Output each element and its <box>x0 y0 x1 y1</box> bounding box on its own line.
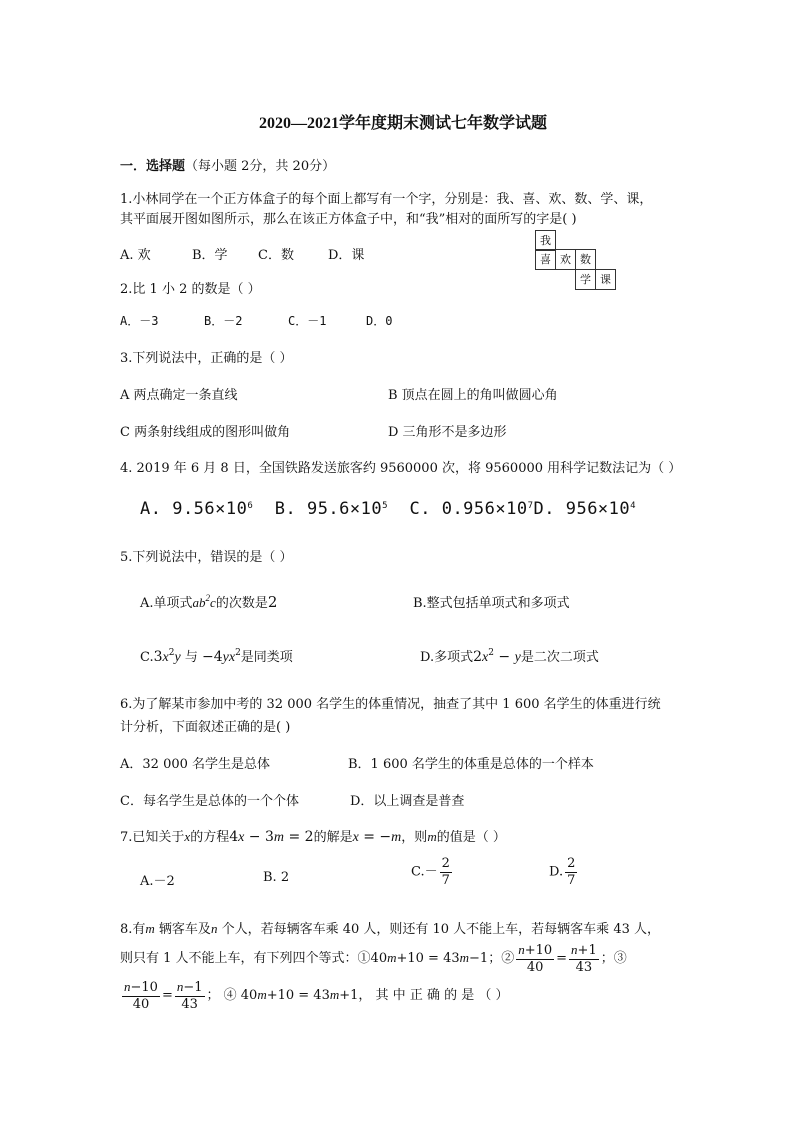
q5-stem: 5.下列说法中，错误的是（ ） <box>120 550 293 565</box>
section-heading <box>120 155 335 174</box>
q8-line1: 8.有m 辆客车及n 个人，若每辆客车乘 40 人，则还有 10 人不能上车，若每辆客车乘 43 人， <box>120 921 660 937</box>
q7-text: 7.已知关于 <box>120 830 185 845</box>
net-cell: 欢 <box>555 249 576 270</box>
q5-option-d-prefix: D.多项式 <box>420 650 474 665</box>
q2-stem: 2.比 1 小 2 的数是（ ） <box>120 282 261 297</box>
q5-option-d-suffix: 是二次二项式 <box>520 650 599 665</box>
q7-text: ，则 <box>401 830 428 845</box>
q5-option-c: $C.3x^2y$ 与 $-4yx^2$是同类项 <box>140 648 293 665</box>
q8-text: 个人，若每辆客车乘 40 人，则还有 10 人不能上车，若每辆客车乘 43 人， <box>217 922 660 937</box>
net-cell: 我 <box>535 230 556 251</box>
q2-option-c: C．－1 <box>288 314 327 328</box>
q6-line2: 计分析，下面叙述正确的是( ) <box>120 720 291 735</box>
q2-options <box>120 312 392 329</box>
q5-option-c-suffix: 是同类项 <box>240 650 293 665</box>
q7-option-c: C.－ $\frac{2}{7}$ <box>411 856 450 888</box>
q1-option-c: C．数 <box>258 248 294 263</box>
section-note: （每小题 2分，共 20分） <box>185 159 336 174</box>
q5-option-b: B.整式包括单项式和多项式 <box>413 596 570 611</box>
q3-option-a: A 两点确定一条直线 <box>120 388 238 403</box>
q3-option-c: C 两条射线组成的图形叫做角 <box>120 425 291 440</box>
q8-text: 辆客车及 <box>154 922 211 937</box>
q2-option-a: A．－3 <box>120 314 159 328</box>
q5-option-a-value: 2 <box>267 593 278 611</box>
q3-stem: 3.下列说法中，正确的是（ ） <box>120 351 293 366</box>
q7-option-d-label: D. <box>549 864 564 880</box>
q7-text: 的值是（ ） <box>436 830 506 845</box>
net-cell: 学 <box>575 269 596 290</box>
q5-option-a <box>140 592 277 611</box>
q7-option-d: D. $\frac{2}{7}$ <box>549 856 576 888</box>
q8-text: ； ④ <box>206 988 241 1004</box>
q8-text: ；③ <box>600 951 627 967</box>
q2-option-b: B．－2 <box>204 314 243 328</box>
net-cell: 数 <box>575 249 596 270</box>
q6-line1: 6.为了解某市参加中考的 32 000 名学生的体重情况，抽查了其中 1 600 名学生的体重进行统 <box>120 697 661 712</box>
q7-text: 的方程 <box>190 830 230 845</box>
q3-option-d: D 三角形不是多边形 <box>388 425 507 440</box>
q1-option-a: A. 欢 <box>120 248 151 263</box>
q1-option-d: D．课 <box>328 248 365 263</box>
q7-stem: 7.已知关于x的方程4x − 3m = 2的解是x = −m，则m的值是（ ） <box>120 829 506 845</box>
page-title: 2020—2021学年度期末测试七年数学试题 <box>259 115 548 132</box>
q5-monomial: $ab^2c$ <box>192 593 216 610</box>
q8-line2: 则只有 1 人不能上车，有下列四个等式：①40m+10 = 43m−1；② $\frac{n+10}{40}$ = $\frac{n+1}{43}$ ；③ <box>120 942 627 975</box>
q6-option-d: D．以上调查是普查 <box>350 794 465 809</box>
q8-text: 则只有 1 人不能上车，有下列四个等式：① <box>120 951 371 967</box>
q5-option-c-prefix: C. <box>140 650 154 665</box>
q8-line3: $\frac{n-10}{40}$ = $\frac{n-1}{43}$ ； ④ 40m+10 = 43m+1， 其 中 正 确 的 是 （ ） <box>124 979 509 1012</box>
q3-option-b: B 顶点在圆上的角叫做圆心角 <box>388 388 558 403</box>
net-cell: 课 <box>595 269 616 290</box>
q7-text: 的解是 <box>313 830 353 845</box>
q7-option-a: A.－2 <box>140 874 175 889</box>
q1-option-b: B．学 <box>192 248 228 263</box>
q1-line1: 1.小林同学在一个正方体盒子的每个面上都写有一个字，分别是：我、喜、欢、数、学、课， <box>120 192 653 207</box>
cube-net-figure <box>535 230 617 290</box>
q5-option-d: D.多项式$2x^2 - y$是二次二项式 <box>420 648 599 665</box>
q6-option-b: B．1 600 名学生的体重是总体的一个样本 <box>348 757 594 772</box>
q8-text: ， 其 中 正 确 的 是 （ ） <box>358 988 509 1004</box>
section-label: 一．选择题 <box>120 159 186 174</box>
q6-option-c: C．每名学生是总体的一个个体 <box>120 794 299 809</box>
net-cell: 喜 <box>535 249 556 270</box>
q4-stem: 4. 2019 年 6 月 8 日，全国铁路发送旅客约 9560000 次，将 9560000 用科学记数法记为（ ） <box>120 461 682 476</box>
q5-option-a-suffix: 的次数是 <box>215 596 268 611</box>
q8-text: 8.有 <box>120 922 146 937</box>
q7-option-b: B. 2 <box>263 870 290 885</box>
q1-options <box>120 244 364 263</box>
q5-option-a-prefix: A.单项式 <box>140 596 193 611</box>
q1-line2: 其平面展开图如图所示，那么在该正方体盒子中，和“我”相对的面所写的字是( ) <box>120 212 577 227</box>
q7-option-c-label: C.－ <box>411 864 438 880</box>
q2-option-d: D．0 <box>366 314 393 328</box>
q6-option-a: A．32 000 名学生是总体 <box>120 757 271 772</box>
q5-option-c-mid: 与 <box>180 650 202 665</box>
q8-text: ；② <box>488 951 515 967</box>
q4-options: A. $9.56\times 10^6$ B. $95.6\times 10^5$ C. $0.956\times 10^7D$. $956\times 10^4$ <box>140 499 637 519</box>
